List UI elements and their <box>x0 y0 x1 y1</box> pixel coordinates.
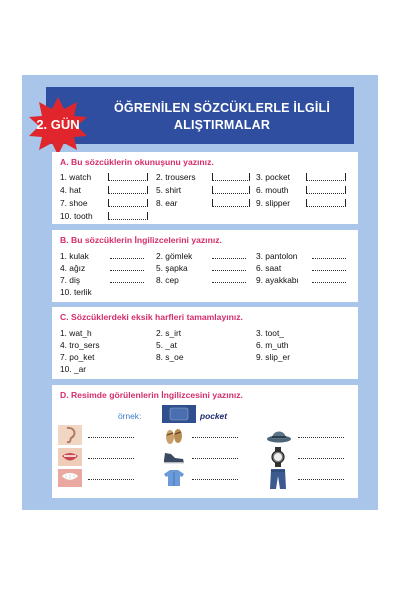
answer-blank[interactable] <box>212 199 250 207</box>
list-item: 8. s_oe <box>156 352 184 362</box>
list-item: 10. _ar <box>60 364 87 374</box>
answer-line[interactable] <box>110 270 144 271</box>
example-label: örnek: <box>118 411 142 421</box>
tooth-icon <box>58 469 82 487</box>
list-item: 6. saat <box>256 263 282 273</box>
list-item: 4. tro_sers <box>60 340 100 350</box>
list-item: 10. tooth <box>60 211 93 221</box>
answer-line[interactable] <box>192 437 238 438</box>
list-item: 7. po_ket <box>60 352 95 362</box>
hat-icon <box>266 427 292 443</box>
answer-line[interactable] <box>192 479 238 480</box>
list-item: 10. terlik <box>60 287 92 297</box>
list-item: 8. cep <box>156 275 179 285</box>
list-item: 3. pocket <box>256 172 290 182</box>
answer-blank[interactable] <box>306 173 346 181</box>
slipper-icon <box>162 425 186 445</box>
list-item: 5. shirt <box>156 185 182 195</box>
answer-line[interactable] <box>110 258 144 259</box>
answer-blank[interactable] <box>108 173 148 181</box>
answer-line[interactable] <box>312 270 346 271</box>
section-c <box>52 307 358 379</box>
page-header <box>46 87 354 144</box>
answer-line[interactable] <box>88 437 134 438</box>
list-item: 2. trousers <box>156 172 196 182</box>
section-a <box>52 152 358 224</box>
list-item: 2. gömlek <box>156 251 193 261</box>
shirt-icon <box>162 469 186 487</box>
list-item: 8. ear <box>156 198 178 208</box>
list-item: 3. pantolon <box>256 251 298 261</box>
example-answer: pocket <box>200 411 227 421</box>
list-item: 6. mouth <box>256 185 289 195</box>
header-title-line1: ÖĞRENİLEN SÖZCÜKLERLE İLGİLİ <box>113 101 331 115</box>
section-b <box>52 230 358 302</box>
list-item: 5. şapka <box>156 263 188 273</box>
header-title-line2: ALIŞTIRMALAR <box>173 118 271 132</box>
answer-line[interactable] <box>212 258 246 259</box>
ear-icon <box>58 425 82 445</box>
section-a-title: A. Bu sözcüklerin okunuşunu yazınız. <box>60 157 214 167</box>
watch-icon <box>266 447 290 467</box>
list-item: 1. kulak <box>60 251 89 261</box>
answer-line[interactable] <box>88 458 134 459</box>
answer-blank[interactable] <box>212 173 250 181</box>
section-b-title: B. Bu sözcüklerin İngilizcelerini yazınız. <box>60 235 222 245</box>
list-item: 4. hat <box>60 185 81 195</box>
list-item: 7. shoe <box>60 198 88 208</box>
shoe-icon <box>162 448 186 466</box>
answer-line[interactable] <box>192 458 238 459</box>
answer-line[interactable] <box>88 479 134 480</box>
section-d <box>52 385 358 498</box>
answer-line[interactable] <box>212 282 246 283</box>
list-item: 9. ayakkabı <box>256 275 299 285</box>
mouth-icon <box>58 448 82 466</box>
list-item: 7. diş <box>60 275 81 285</box>
answer-line[interactable] <box>312 282 346 283</box>
list-item: 2. s_irt <box>156 328 182 338</box>
answer-line[interactable] <box>212 270 246 271</box>
trousers-icon <box>268 468 288 490</box>
answer-blank[interactable] <box>306 186 346 194</box>
answer-blank[interactable] <box>108 199 148 207</box>
answer-blank[interactable] <box>306 199 346 207</box>
section-c-title: C. Sözcüklerdeki eksik harfleri tamamlayınız. <box>60 312 243 322</box>
list-item: 9. slip_er <box>256 352 290 362</box>
answer-line[interactable] <box>312 258 346 259</box>
answer-blank[interactable] <box>108 186 148 194</box>
list-item: 3. toot_ <box>256 328 284 338</box>
answer-blank[interactable] <box>212 186 250 194</box>
answer-line[interactable] <box>298 437 344 438</box>
answer-line[interactable] <box>298 479 344 480</box>
pocket-icon <box>162 405 196 423</box>
list-item: 4. ağız <box>60 263 86 273</box>
answer-blank[interactable] <box>108 212 148 220</box>
list-item: 1. watch <box>60 172 92 182</box>
list-item: 1. wat_h <box>60 328 92 338</box>
answer-line[interactable] <box>110 282 144 283</box>
list-item: 6. m_uth <box>256 340 289 350</box>
section-d-title: D. Resimde görülenlerin İngilizcesini yazınız. <box>60 390 243 400</box>
list-item: 9. slipper <box>256 198 290 208</box>
day-badge: 2. GÜN <box>36 117 80 132</box>
answer-line[interactable] <box>298 458 344 459</box>
list-item: 5. _at <box>156 340 177 350</box>
